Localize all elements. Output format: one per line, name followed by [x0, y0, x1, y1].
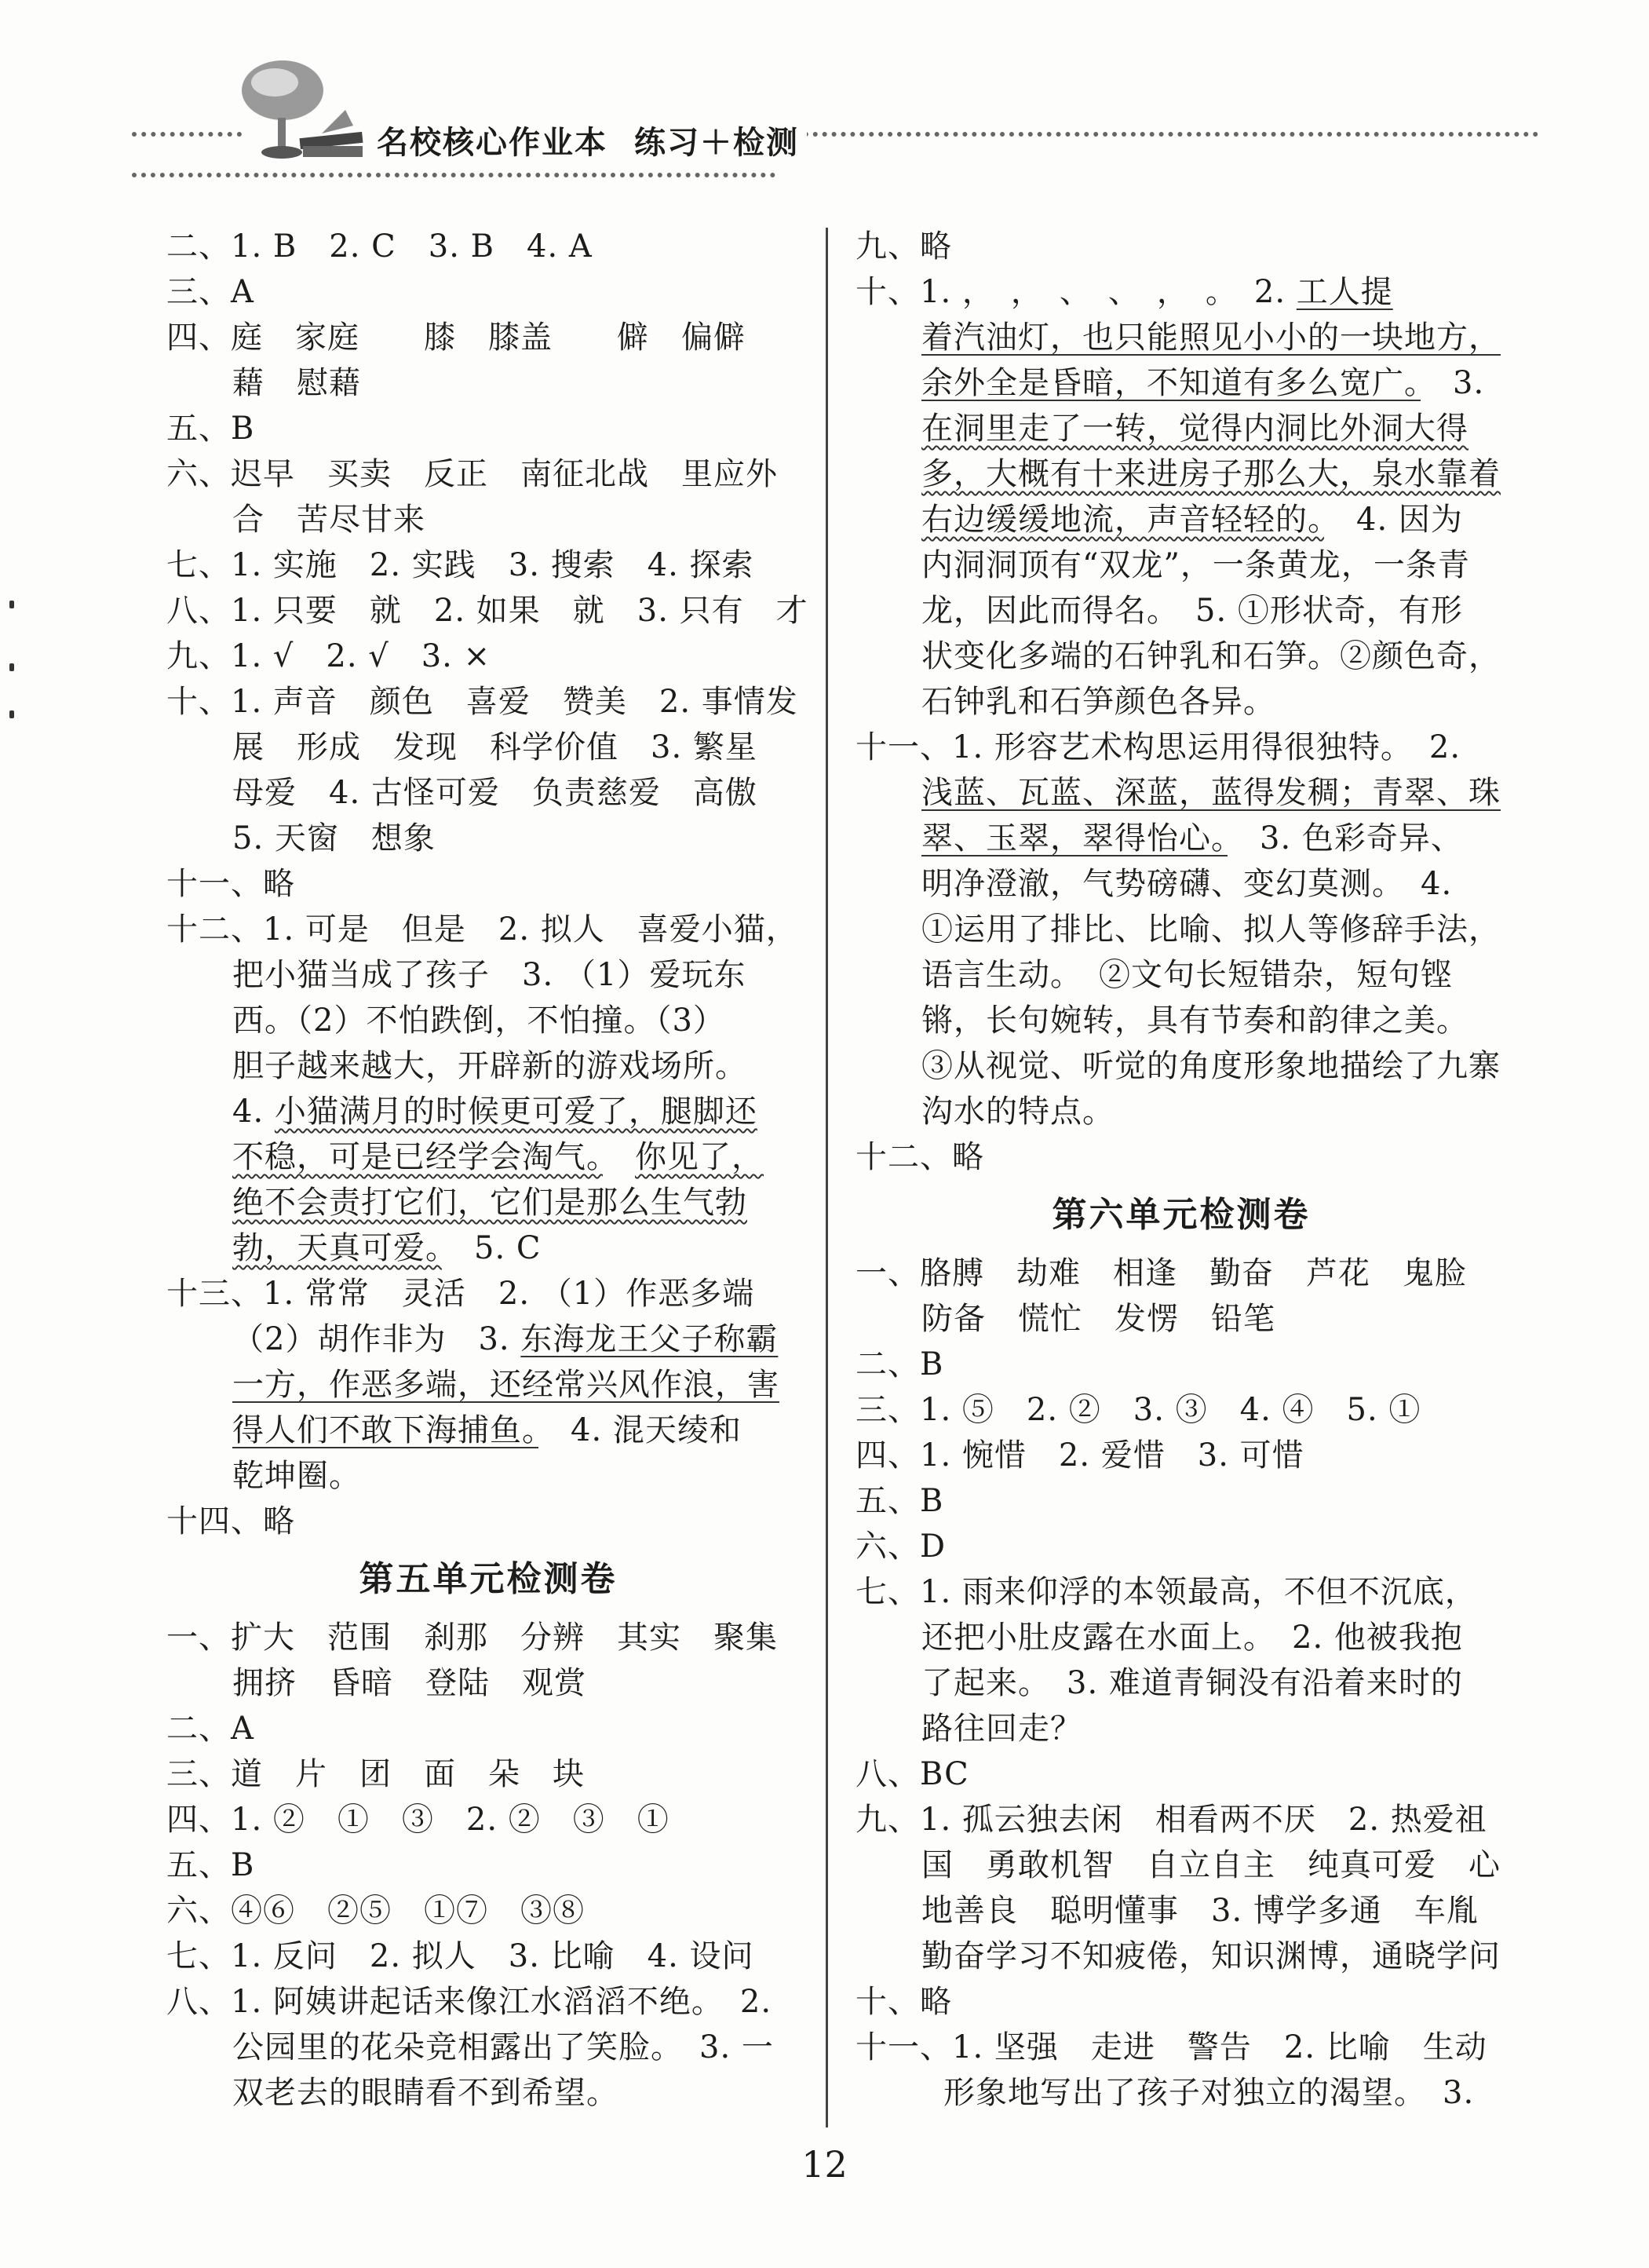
page-header	[0, 0, 1649, 204]
answer-line: 路往回走？	[921, 1711, 1082, 1747]
answer-line: 二、A	[166, 1711, 254, 1747]
unit6-title: 第六单元检测卷	[1052, 1195, 1311, 1235]
answer-line	[856, 269, 1507, 315]
answer-line: 着汽油灯，也只能照见小小的一块地方，	[921, 320, 1501, 356]
answer-text: 4. 混天绫和	[538, 1412, 742, 1448]
answer-line: 多，大概有十来进房子那么大，泉水靠着	[921, 456, 1501, 492]
answer-line: 龙，因此而得名。 5. ①形状奇，有形	[921, 593, 1463, 629]
answer-line: 母爱 4. 古怪可爱 负责慈爱 高傲	[232, 775, 757, 811]
answer-line: 六、④⑥ ②⑤ ①⑦ ③⑧	[166, 1893, 585, 1929]
answer-line: 十、略	[856, 1984, 952, 2020]
answer-line: 双老去的眼睛看不到希望。	[232, 2075, 618, 2111]
margin-mark	[9, 710, 14, 718]
answer-line: 九、略	[856, 228, 952, 265]
answer-line: 十四、略	[166, 1503, 295, 1539]
answer-line: ①运用了排比、比喻、拟人等修辞手法，	[921, 911, 1501, 948]
series-title-sub: 练习＋检测	[634, 125, 799, 161]
column-divider	[826, 228, 828, 2127]
answer-line: 七、1. 雨来仰浮的本领最高，不但不沉底，	[856, 1574, 1477, 1610]
answer-line: 公园里的花朵竞相露出了笑脸。 3. 一	[232, 2029, 774, 2065]
answer-line: 把小猫当成了孩子 3. （1）爱玩东	[232, 957, 746, 993]
answer-line: 九、1. √ 2. √ 3. ×	[166, 638, 491, 674]
answer-text: 3. 色彩奇异、	[1228, 820, 1463, 856]
answer-line: 一方，作恶多端，还经常兴风作浪，害	[232, 1367, 779, 1403]
header-dotted-rule-bottom	[132, 173, 775, 177]
answer-line: 十一、1. 形容艺术构思运用得很独特。 2.	[856, 729, 1461, 765]
answer-line: 石钟乳和石笋颜色各异。	[921, 684, 1275, 720]
header-dotted-rule-right	[785, 132, 1538, 137]
answer-line: 五、B	[166, 1847, 255, 1883]
answer-line: 了起来。 3. 难道青铜没有沿着来时的	[921, 1665, 1463, 1701]
underlined-text: 东海龙王父子称霸	[520, 1321, 779, 1357]
answer-line: 九、1. 孤云独去闲 相看两不厌 2. 热爱祖	[856, 1802, 1487, 1838]
answer-line: 状变化多端的石钟乳和石笋。②颜色奇，	[921, 638, 1501, 674]
answer-line: 藉 慰藉	[232, 365, 361, 401]
answer-line: 明净澄澈，气势磅礴、变幻莫测。 4.	[921, 866, 1453, 902]
answer-text: 十、1. ， ， 、 、 ， 。 2.	[856, 274, 1297, 310]
answer-line: 语言生动。 ②文句长短错杂，短句铿	[921, 957, 1453, 993]
answer-line: 三、道 片 团 面 朵 块	[166, 1756, 585, 1792]
page-number: 12	[801, 2143, 848, 2186]
answer-line	[856, 360, 1507, 406]
answer-text	[603, 1139, 635, 1175]
answer-line: 西。（2）不怕跌倒，不怕撞。（3）	[232, 1003, 725, 1039]
series-title	[369, 118, 807, 163]
margin-mark	[9, 601, 14, 608]
answer-line: 八、1. 阿姨讲起话来像江水滔滔不绝。 2.	[166, 1984, 772, 2020]
answer-line: 七、1. 实施 2. 实践 3. 搜索 4. 探索	[166, 547, 754, 583]
wavy-underlined-text: 小猫满月的时候更可爱了，腿脚还	[274, 1094, 757, 1130]
lamp-and-books-icon	[228, 55, 369, 173]
answer-line: 十一、略	[166, 866, 295, 902]
answer-line: 八、BC	[856, 1756, 969, 1792]
answer-line: 绝不会责打它们，它们是那么生气勃	[232, 1185, 747, 1221]
answer-line: 还把小肚皮露在水面上。 2. 他被我抱	[921, 1620, 1463, 1656]
answer-line: 十、1. 声音 颜色 喜爱 赞美 2. 事情发	[166, 684, 798, 720]
wavy-underlined-text: 你见了，	[635, 1139, 764, 1175]
answer-line	[856, 816, 1507, 861]
answer-line: 勤奋学习不知疲倦，知识渊博，通晓学问	[921, 1938, 1501, 1974]
answer-line	[166, 1408, 810, 1453]
answer-line: 沟水的特点。	[921, 1094, 1115, 1130]
underlined-text: 工人提	[1296, 274, 1393, 310]
answer-line: 三、A	[166, 274, 254, 310]
answer-line: 锵，长句婉转，具有节奏和韵律之美。	[921, 1003, 1468, 1039]
answer-line: 十三、1. 常常 灵活 2. （1）作恶多端	[166, 1276, 755, 1312]
answer-text: 4. 因为	[1324, 502, 1463, 538]
answer-line: 防备 慌忙 发愣 铅笔	[921, 1301, 1275, 1337]
answer-line: ③从视觉、听觉的角度形象地描绘了九寨	[921, 1048, 1501, 1084]
right-column	[856, 224, 1507, 2116]
answer-line: 十二、1. 可是 但是 2. 拟人 喜爱小猫，	[166, 911, 798, 948]
answer-line: 六、D	[856, 1528, 947, 1565]
wavy-underlined-text: 勃，天真可爱。	[232, 1230, 442, 1266]
answer-line: 胆子越来越大，开辟新的游戏场所。	[232, 1048, 747, 1084]
answer-line: 一、扩大 范围 刹那 分辨 其实 聚集	[166, 1620, 778, 1656]
answer-line	[166, 1089, 810, 1134]
answer-line: 合 苦尽甘来	[232, 502, 425, 538]
answer-line: 六、迟早 买卖 反正 南征北战 里应外	[166, 456, 778, 492]
unit5-title: 第五单元检测卷	[359, 1559, 618, 1599]
answer-text: 5. C	[442, 1230, 542, 1266]
answer-line: 五、B	[856, 1483, 944, 1519]
answer-line: 拥挤 昏暗 登陆 观赏	[232, 1665, 586, 1701]
answer-line: 二、1. B 2. C 3. B 4. A	[166, 228, 593, 265]
answer-line: 国 勇敢机智 自立自主 纯真可爱 心	[921, 1847, 1501, 1883]
answer-line: 乾坤圈。	[232, 1458, 361, 1494]
answer-line: 三、1. ⑤ 2. ② 3. ③ 4. ④ 5. ①	[856, 1392, 1421, 1428]
answer-line: 内洞洞顶有“双龙”，一条黄龙，一条青	[921, 547, 1470, 583]
wavy-underlined-text: 右边缓缓地流，声音轻轻的。	[921, 502, 1324, 538]
answer-line	[856, 497, 1507, 542]
underlined-text: 得人们不敢下海捕鱼。	[232, 1412, 538, 1448]
answer-line: 十一、1. 坚强 走进 警告 2. 比喻 生动	[856, 2029, 1487, 2065]
answer-text: （2）胡作非为 3.	[232, 1321, 521, 1357]
answer-line: 二、B	[856, 1346, 944, 1382]
answer-line: 一、胳膊 劫难 相逢 勤奋 芦花 鬼脸	[856, 1255, 1467, 1291]
underlined-text: 翠、玉翠，翠得怡心。	[921, 820, 1228, 856]
answer-text: 3.	[1421, 365, 1485, 401]
answer-line: 在洞里走了一转，觉得内洞比外洞大得	[921, 411, 1468, 447]
answer-line: 5. 天窗 想象	[232, 820, 436, 856]
answer-line: 七、1. 反问 2. 拟人 3. 比喻 4. 设问	[166, 1938, 754, 1974]
answer-line: 四、1. 惋惜 2. 爱惜 3. 可惜	[856, 1437, 1304, 1474]
answer-line: 形象地写出了孩子对独立的渴望。 3.	[943, 2075, 1475, 2111]
answer-line: 展 形成 发现 科学价值 3. 繁星	[232, 729, 757, 765]
answer-line: 十二、略	[856, 1139, 984, 1175]
margin-mark	[9, 663, 14, 671]
series-title-main: 名校核心作业本	[377, 125, 607, 161]
answer-line	[166, 1317, 810, 1362]
answer-line: 八、1. 只要 就 2. 如果 就 3. 只有 才	[166, 593, 808, 629]
header-dotted-rule-left	[132, 132, 242, 137]
answer-line: 四、1. ② ① ③ 2. ② ③ ①	[166, 1802, 669, 1838]
answer-line: 五、B	[166, 411, 255, 447]
answer-line: 地善良 聪明懂事 3. 博学多通 车胤	[921, 1893, 1479, 1929]
wavy-underlined-text: 不稳，可是已经学会淘气。	[232, 1139, 603, 1175]
answer-text: 4.	[232, 1094, 275, 1130]
answer-line: 浅蓝、瓦蓝、深蓝，蓝得发稠；青翠、珠	[921, 775, 1501, 811]
answer-line	[166, 1134, 810, 1180]
underlined-text: 余外全是昏暗，不知道有多么宽广。	[921, 365, 1421, 401]
answer-line: 四、庭 家庭 膝 膝盖 僻 偏僻	[166, 320, 746, 356]
answer-line	[166, 1225, 810, 1271]
left-column	[166, 224, 810, 2116]
